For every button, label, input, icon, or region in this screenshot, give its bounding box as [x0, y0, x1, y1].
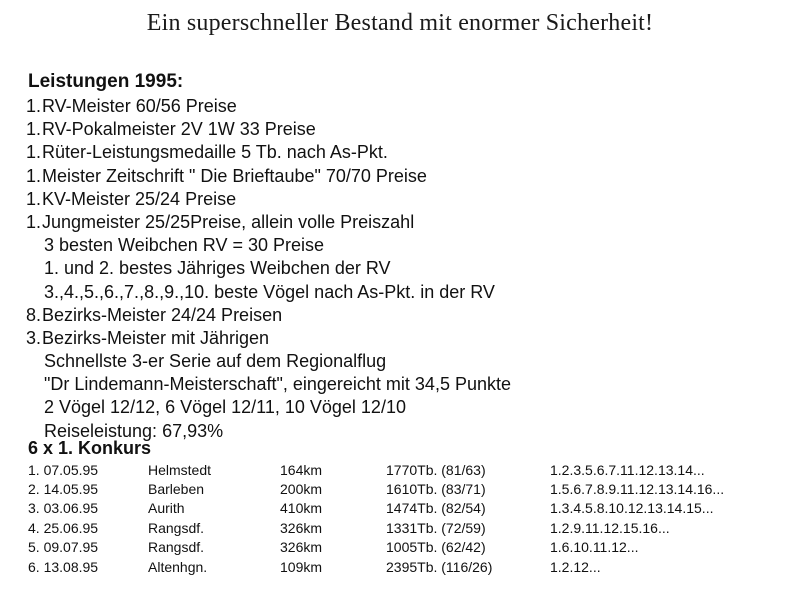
race-positions: 1.6.10.11.12... — [550, 539, 639, 556]
race-place: Helmstedt — [148, 461, 212, 478]
race-distance: 410km — [280, 500, 323, 517]
achievement-line — [26, 304, 511, 327]
achievement-text: RV-Pokalmeister 2V 1W 33 Preise — [42, 119, 316, 140]
table-row — [28, 518, 724, 537]
achievement-text: Rüter-Leistungsmedaille 5 Tb. nach As-Pkt. — [42, 142, 388, 163]
race-date: 2. 14.05.95 — [28, 481, 99, 498]
achievement-text: Bezirks-Meister mit Jährigen — [42, 327, 270, 348]
achievement-rank: 1. — [26, 211, 42, 232]
achievement-rank: 1. — [26, 142, 42, 163]
race-date: 1. 07.05.95 — [28, 461, 99, 478]
race-place: Altenhgn. — [148, 558, 208, 575]
race-distance: 200km — [280, 481, 323, 498]
race-place: Rangsdf. — [148, 519, 205, 536]
table-row — [28, 460, 724, 479]
achievement-line — [26, 327, 511, 350]
race-distance: 326km — [280, 539, 323, 556]
achievement-line — [26, 257, 511, 280]
achievement-text: Meister Zeitschrift " Die Brieftaube" 70/70 Preise — [42, 165, 427, 186]
race-birds: 1331Tb. (72/59) — [386, 519, 486, 536]
konkurs-heading: 6 x 1. Konkurs — [28, 438, 152, 458]
race-positions: 1.2.12... — [550, 558, 601, 575]
achievements-list — [26, 95, 511, 443]
race-date: 5. 09.07.95 — [28, 539, 99, 556]
achievement-text: Reiseleistung: 67,93% — [44, 420, 224, 441]
race-place: Rangsdf. — [148, 539, 205, 556]
table-row — [28, 479, 724, 498]
achievement-text: Jungmeister 25/25Preise, allein volle Preiszahl — [42, 211, 415, 232]
race-distance: 164km — [280, 461, 323, 478]
achievement-text: 1. und 2. bestes Jähriges Weibchen der RV — [44, 258, 391, 279]
race-distance: 326km — [280, 519, 323, 536]
achievement-rank: 1. — [26, 96, 42, 116]
race-date: 4. 25.06.95 — [28, 519, 99, 536]
achievement-text: 3 besten Weibchen RV = 30 Preise — [44, 235, 325, 256]
achievement-text: Bezirks-Meister 24/24 Preisen — [42, 304, 283, 325]
achievement-line — [26, 95, 511, 118]
table-row — [28, 538, 724, 557]
achievement-line — [26, 141, 511, 164]
race-date: 3. 03.06.95 — [28, 500, 99, 517]
race-distance: 109km — [280, 558, 323, 575]
achievement-line — [26, 118, 511, 141]
race-birds: 2395Tb. (116/26) — [386, 558, 493, 575]
race-positions: 1.3.4.5.8.10.12.13.14.15... — [550, 500, 714, 517]
achievement-line — [26, 350, 511, 373]
achievements-heading: Leistungen 1995: — [28, 71, 184, 92]
table-row — [28, 557, 724, 576]
achievement-rank: 1. — [26, 165, 42, 186]
race-birds: 1610Tb. (83/71) — [386, 481, 486, 498]
achievement-rank: 1. — [26, 119, 42, 140]
achievement-line — [26, 165, 511, 188]
race-date: 6. 13.08.95 — [28, 558, 99, 575]
race-positions: 1.2.3.5.6.7.11.12.13.14... — [550, 461, 705, 478]
achievement-line — [26, 281, 511, 304]
race-positions: 1.2.9.11.12.15.16... — [550, 519, 670, 536]
race-birds: 1474Tb. (82/54) — [386, 500, 486, 517]
achievement-text: KV-Meister 25/24 Preise — [42, 188, 237, 209]
achievement-line — [26, 188, 511, 211]
achievement-line — [26, 396, 511, 419]
achievement-line — [26, 373, 511, 396]
achievement-rank: 8. — [26, 304, 42, 325]
achievement-rank: 3. — [26, 327, 42, 348]
achievement-rank: 1. — [26, 188, 42, 209]
achievement-line — [26, 234, 511, 257]
table-row — [28, 499, 724, 518]
page-title: Ein superschneller Bestand mit enormer Sicherheit! — [146, 10, 654, 36]
race-birds: 1770Tb. (81/63) — [386, 461, 486, 478]
achievement-line — [26, 211, 511, 234]
race-place: Aurith — [148, 500, 185, 517]
achievement-text: "Dr Lindemann-Meisterschaft", eingereicht mit 34,5 Punkte — [44, 374, 511, 395]
races-table — [28, 460, 724, 576]
race-place: Barleben — [148, 481, 205, 498]
race-birds: 1005Tb. (62/42) — [386, 539, 486, 556]
achievement-text: Schnellste 3-er Serie auf dem Regionalflug — [44, 351, 387, 372]
achievement-text: 3.,4.,5.,6.,7.,8.,9.,10. beste Vögel nach As-Pkt. in der RV — [44, 281, 495, 302]
race-positions: 1.5.6.7.8.9.11.12.13.14.16... — [550, 481, 725, 498]
achievement-text: RV-Meister 60/56 Preise — [42, 96, 237, 116]
achievement-text: 2 Vögel 12/12, 6 Vögel 12/11, 10 Vögel 12/10 — [44, 397, 406, 418]
